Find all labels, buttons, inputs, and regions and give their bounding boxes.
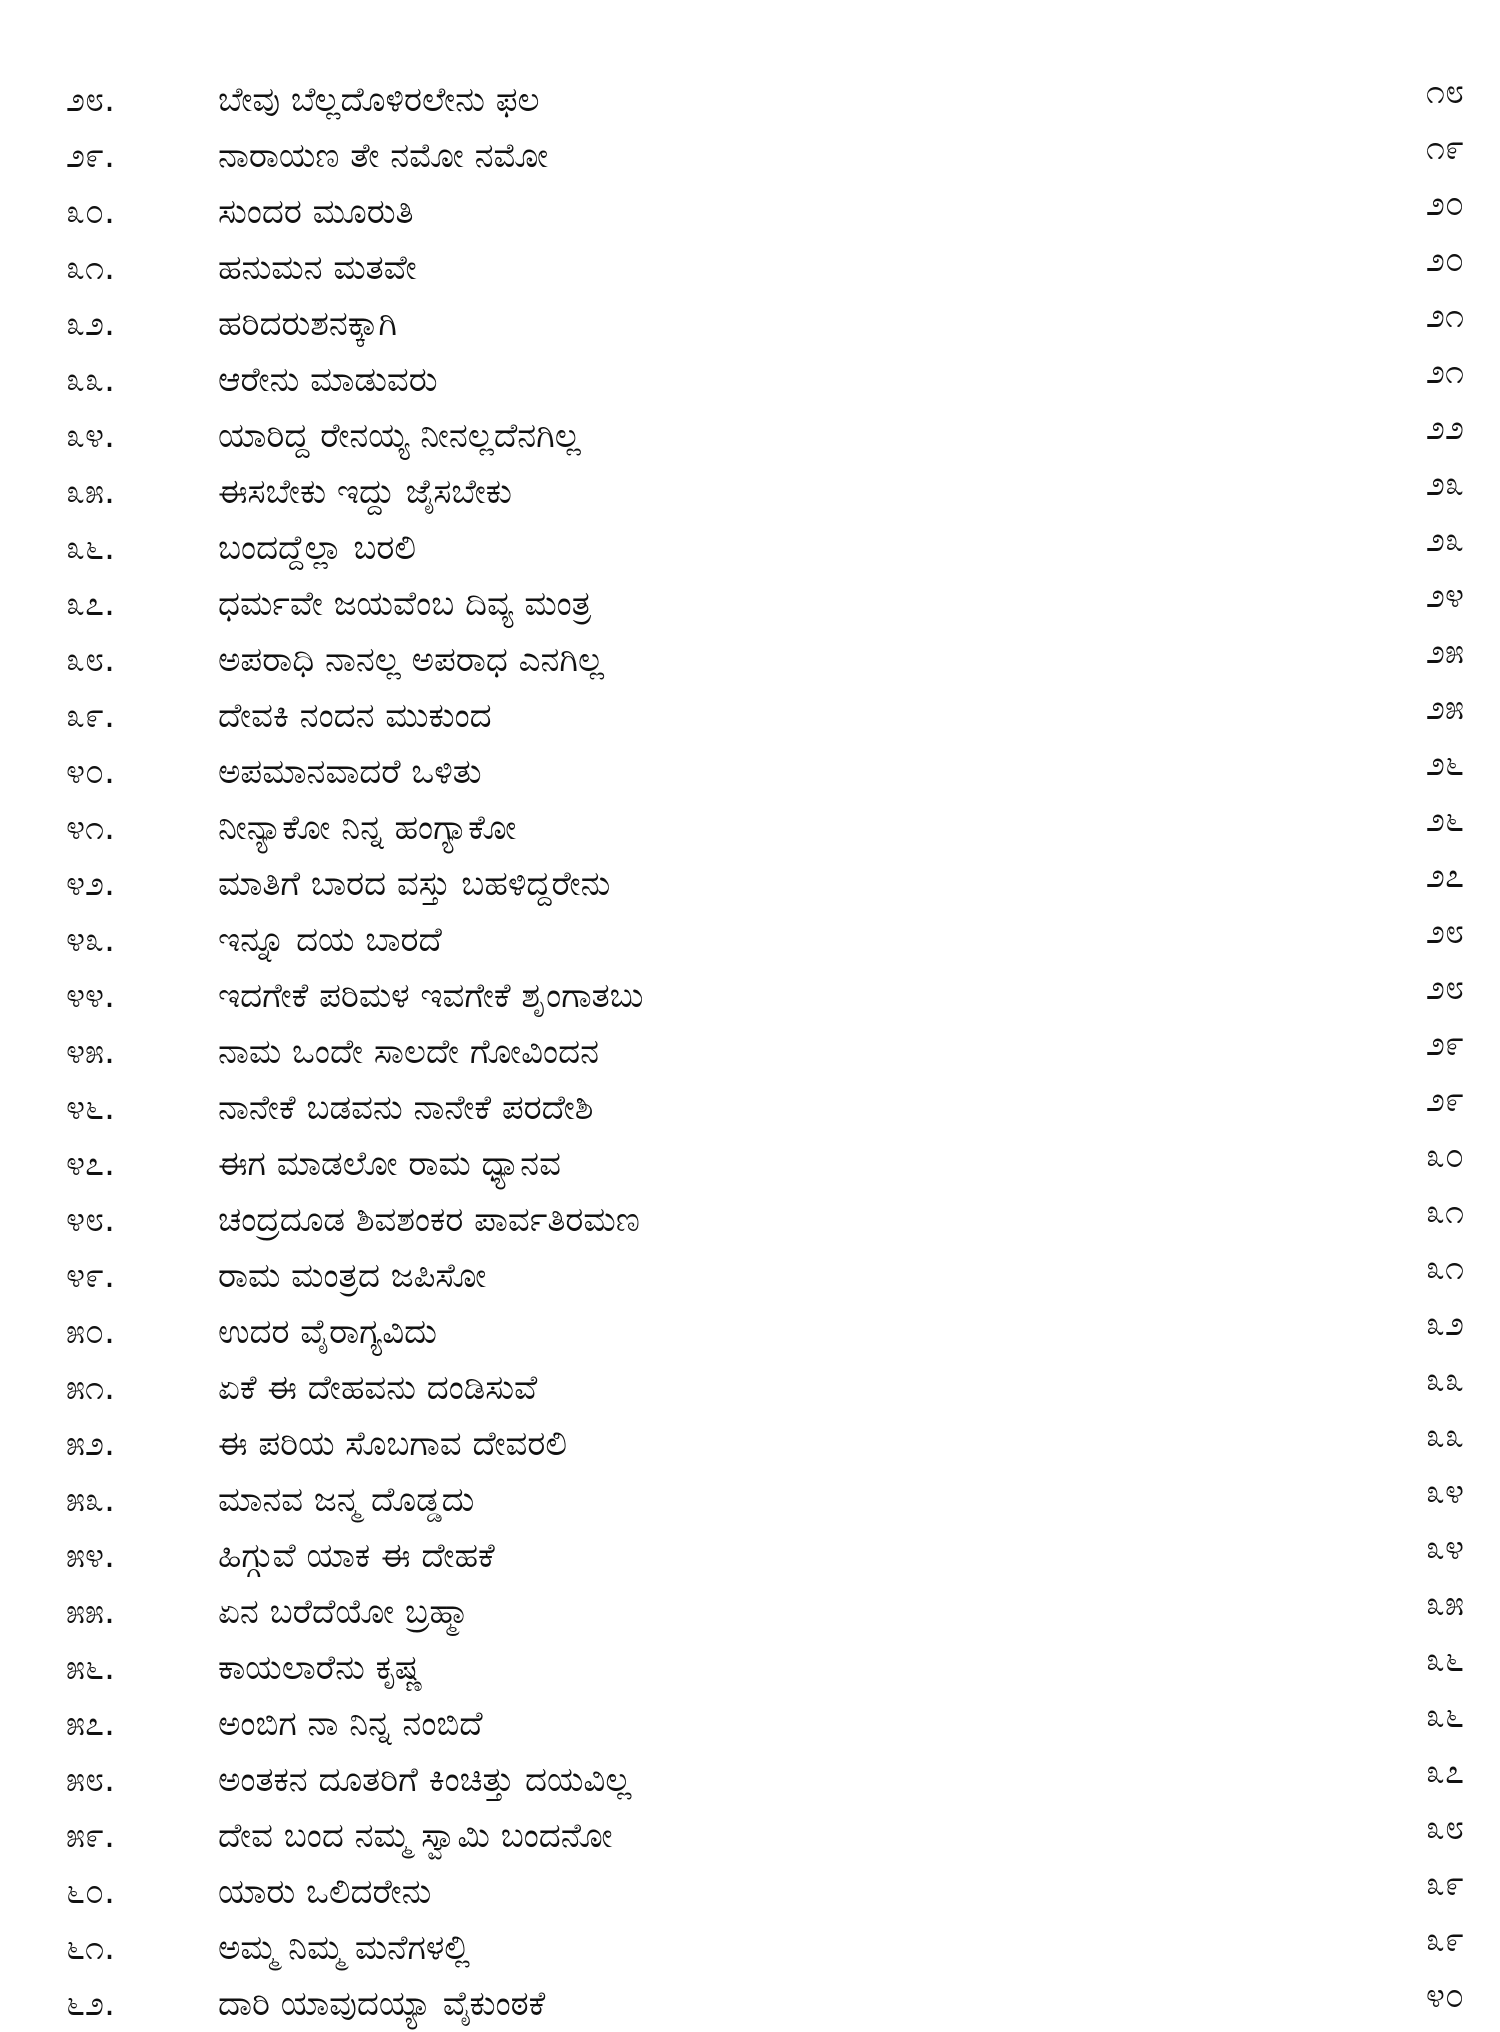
toc-row [0, 464, 1500, 520]
toc-number: ೬೧. [66, 1928, 115, 1968]
toc-page-number: ೨೮ [1425, 968, 1464, 1008]
toc-row [0, 1248, 1500, 1304]
toc-title: ಅಂತಕನ ದೂತರಿಗೆ ಕಿಂಚಿತ್ತು ದಯವಿಲ್ಲ [218, 1760, 632, 1800]
toc-number: ೫೦. [66, 1312, 115, 1352]
toc-row [0, 1752, 1500, 1808]
toc-page-number: ೩೩ [1425, 1416, 1464, 1456]
toc-page-number: ೩೯ [1425, 1920, 1464, 1960]
toc-number: ೫೨. [66, 1424, 115, 1464]
toc-title: ಬೇವು ಬೆಲ್ಲದೊಳಿರಲೇನು ಫಲ [218, 80, 540, 120]
toc-title: ನೀನ್ಯಾಕೋ ನಿನ್ನ ಹಂಗ್ಯಾಕೋ [218, 808, 517, 848]
toc-title: ಯಾರು ಒಲಿದರೇನು [218, 1872, 432, 1912]
toc-number: ೪೦. [66, 752, 115, 792]
toc-title: ಮಾತಿಗೆ ಬಾರದ ವಸ್ತು ಬಹಳಿದ್ದರೇನು [218, 864, 611, 904]
toc-row [0, 800, 1500, 856]
toc-title: ದೇವಕಿ ನಂದನ ಮುಕುಂದ [218, 696, 492, 736]
toc-title: ಏಕೆ ಈ ದೇಹವನು ದಂಡಿಸುವೆ [218, 1368, 538, 1408]
toc-page-number: ೨೩ [1425, 464, 1464, 504]
toc-row [0, 1640, 1500, 1696]
toc-title: ಹಿಗ್ಗುವೆ ಯಾಕ ಈ ದೇಹಕೆ [218, 1536, 495, 1576]
toc-row [0, 184, 1500, 240]
toc-page-number: ೨೧ [1425, 296, 1464, 336]
toc-title: ಅಪಮಾನವಾದರೆ ಒಳಿತು [218, 752, 482, 792]
toc-page-number: ೩೪ [1425, 1528, 1464, 1568]
table-of-contents [0, 72, 1500, 2032]
toc-number: ೪೧. [66, 808, 115, 848]
toc-number: ೪೫. [66, 1032, 115, 1072]
toc-number: ೪೭. [66, 1144, 115, 1184]
toc-number: ೪೪. [66, 976, 115, 1016]
toc-number: ೩೮. [66, 640, 115, 680]
toc-number: ೫೬. [66, 1648, 115, 1688]
toc-title: ಇದಗೇಕೆ ಪರಿಮಳ ಇವಗೇಕೆ ಶೃಂಗಾತಬು [218, 976, 644, 1016]
toc-row [0, 72, 1500, 128]
toc-page-number: ೧೮ [1425, 72, 1464, 112]
toc-number: ೪೯. [66, 1256, 115, 1296]
toc-number: ೪೩. [66, 920, 115, 960]
toc-page-number: ೨೦ [1425, 240, 1464, 280]
toc-page-number: ೩೭ [1425, 1752, 1464, 1792]
toc-page-number: ೪೦ [1425, 1976, 1464, 2016]
toc-page-number: ೨೯ [1425, 1024, 1464, 1064]
toc-number: ೪೮. [66, 1200, 115, 1240]
toc-page-number: ೨೭ [1425, 856, 1464, 896]
toc-page-number: ೨೨ [1425, 408, 1464, 448]
toc-page-number: ೩೨ [1425, 1304, 1464, 1344]
toc-row [0, 1976, 1500, 2032]
toc-number: ೫೭. [66, 1704, 115, 1744]
toc-title: ಬಂದದ್ದೆಲ್ಲಾ ಬರಲಿ [218, 528, 417, 568]
toc-title: ಆರೇನು ಮಾಡುವರು [218, 360, 438, 400]
toc-row [0, 744, 1500, 800]
toc-number: ೫೪. [66, 1536, 115, 1576]
toc-page-number: ೨೫ [1425, 632, 1464, 672]
toc-page-number: ೩೩ [1425, 1360, 1464, 1400]
toc-row [0, 352, 1500, 408]
toc-title: ಇನ್ನೂ ದಯ ಬಾರದೆ [218, 920, 442, 960]
toc-row [0, 520, 1500, 576]
toc-title: ದೇವ ಬಂದ ನಮ್ಮ ಸ್ವಾಮಿ ಬಂದನೋ [218, 1816, 613, 1856]
toc-title: ದಾರಿ ಯಾವುದಯ್ಯಾ ವೈಕುಂಠಕೆ [218, 1984, 546, 2024]
toc-title: ರಾಮ ಮಂತ್ರದ ಜಪಿಸೋ [218, 1256, 487, 1296]
toc-number: ೩೭. [66, 584, 115, 624]
toc-title: ಯಾರಿದ್ದ ರೇನಯ್ಯ ನೀನಲ್ಲದೆನಗಿಲ್ಲ [218, 416, 581, 456]
toc-number: ೫೮. [66, 1760, 115, 1800]
toc-number: ೫೧. [66, 1368, 115, 1408]
toc-page-number: ೨೬ [1425, 744, 1464, 784]
toc-row [0, 1136, 1500, 1192]
toc-page-number: ೨೪ [1425, 576, 1464, 616]
toc-row [0, 1080, 1500, 1136]
toc-number: ೩೪. [66, 416, 115, 456]
toc-page-number: ೩೧ [1425, 1248, 1464, 1288]
toc-number: ೩೩. [66, 360, 115, 400]
toc-page-number: ೨೬ [1425, 800, 1464, 840]
toc-page-number: ೩೬ [1425, 1696, 1464, 1736]
toc-row [0, 1864, 1500, 1920]
toc-row [0, 1304, 1500, 1360]
toc-row [0, 632, 1500, 688]
toc-title: ಈ ಪರಿಯ ಸೊಬಗಾವ ದೇವರಲಿ [218, 1424, 568, 1464]
toc-title: ಚಂದ್ರದೂಡ ಶಿವಶಂಕರ ಪಾರ್ವತಿರಮಣ [218, 1200, 640, 1240]
toc-title: ನಾಮ ಒಂದೇ ಸಾಲದೇ ಗೋವಿಂದನ [218, 1032, 599, 1072]
toc-row [0, 688, 1500, 744]
toc-page-number: ೩೮ [1425, 1808, 1464, 1848]
toc-row [0, 856, 1500, 912]
toc-page-number: ೩೫ [1425, 1584, 1464, 1624]
toc-row [0, 1584, 1500, 1640]
toc-page-number: ೩೦ [1425, 1136, 1464, 1176]
toc-title: ಉದರ ವೈರಾಗ್ಯವಿದು [218, 1312, 437, 1352]
toc-number: ೨೯. [66, 136, 115, 176]
toc-row [0, 1696, 1500, 1752]
toc-row [0, 1920, 1500, 1976]
toc-title: ಧರ್ಮವೇ ಜಯವೆಂಬ ದಿವ್ಯ ಮಂತ್ರ [218, 584, 592, 624]
toc-title: ಅಮ್ಮ ನಿಮ್ಮ ಮನೆಗಳಲ್ಲಿ [218, 1928, 470, 1968]
toc-page-number: ೨೫ [1425, 688, 1464, 728]
toc-number: ೨೮. [66, 80, 115, 120]
toc-number: ೩೯. [66, 696, 115, 736]
toc-row [0, 1528, 1500, 1584]
toc-number: ೩೦. [66, 192, 115, 232]
toc-number: ೪೨. [66, 864, 115, 904]
toc-row [0, 1360, 1500, 1416]
toc-number: ೩೧. [66, 248, 115, 288]
toc-row [0, 1024, 1500, 1080]
toc-page-number: ೨೯ [1425, 1080, 1464, 1120]
toc-row [0, 1808, 1500, 1864]
toc-number: ೩೫. [66, 472, 115, 512]
toc-number: ೩೬. [66, 528, 115, 568]
toc-page-number: ೩೪ [1425, 1472, 1464, 1512]
toc-row [0, 408, 1500, 464]
toc-number: ೬೦. [66, 1872, 115, 1912]
toc-title: ಹರಿದರುಶನಕ್ಕಾಗಿ [218, 304, 397, 344]
toc-title: ಈಗ ಮಾಡಲೋ ರಾಮ ಧ್ಯಾನವ [218, 1144, 561, 1184]
toc-page-number: ೩೯ [1425, 1864, 1464, 1904]
toc-row [0, 912, 1500, 968]
toc-title: ಅಪರಾಧಿ ನಾನಲ್ಲ ಅಪರಾಧ ಎನಗಿಲ್ಲ [218, 640, 605, 680]
toc-page-number: ೩೬ [1425, 1640, 1464, 1680]
toc-row [0, 1416, 1500, 1472]
toc-number: ೫೩. [66, 1480, 115, 1520]
toc-page-number: ೨೧ [1425, 352, 1464, 392]
toc-title: ಏನ ಬರೆದೆಯೋ ಬ್ರಹ್ಮಾ [218, 1592, 470, 1632]
toc-number: ೫೯. [66, 1816, 115, 1856]
toc-number: ೪೬. [66, 1088, 115, 1128]
toc-number: ೫೫. [66, 1592, 115, 1632]
toc-number: ೩೨. [66, 304, 115, 344]
toc-row [0, 576, 1500, 632]
toc-title: ಸುಂದರ ಮೂರುತಿ [218, 192, 414, 232]
toc-title: ನಾನೇಕೆ ಬಡವನು ನಾನೇಕೆ ಪರದೇಶಿ [218, 1088, 594, 1128]
toc-row [0, 128, 1500, 184]
toc-row [0, 296, 1500, 352]
toc-page-number: ೧೯ [1425, 128, 1464, 168]
toc-row [0, 968, 1500, 1024]
toc-page-number: ೩೧ [1425, 1192, 1464, 1232]
toc-title: ಅಂಬಿಗ ನಾ ನಿನ್ನ ನಂಬಿದೆ [218, 1704, 483, 1744]
toc-row [0, 1192, 1500, 1248]
toc-page-number: ೨೮ [1425, 912, 1464, 952]
toc-title: ಈಸಬೇಕು ಇದ್ದು ಜೈಸಬೇಕು [218, 472, 512, 512]
toc-page-number: ೨೦ [1425, 184, 1464, 224]
toc-number: ೬೨. [66, 1984, 115, 2024]
toc-title: ಕಾಯಲಾರೆನು ಕೃಷ್ಣ [218, 1648, 423, 1688]
toc-title: ನಾರಾಯಣ ತೇ ನಮೋ ನಮೋ [218, 136, 549, 176]
toc-title: ಹನುಮನ ಮತವೇ [218, 248, 417, 288]
toc-row [0, 1472, 1500, 1528]
toc-page-number: ೨೩ [1425, 520, 1464, 560]
toc-title: ಮಾನವ ಜನ್ಮ ದೊಡ್ಡದು [218, 1480, 475, 1520]
toc-row [0, 240, 1500, 296]
